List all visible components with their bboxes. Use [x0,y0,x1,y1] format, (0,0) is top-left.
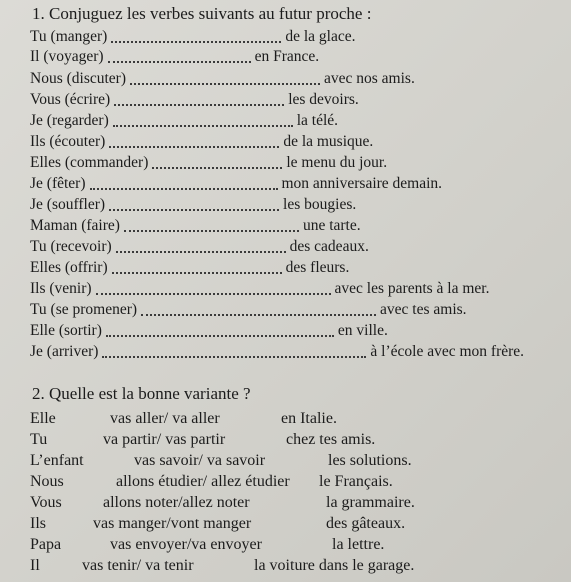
answer-blank [152,166,282,169]
sentence-ending: en France. [254,48,320,65]
exercise-1-line [30,112,338,130]
exercise-1-line [30,301,467,319]
sentence-complement: en Italie. [281,410,337,427]
sentence-ending: la télé. [296,112,339,129]
verb-prompt: Elles (offrir) [30,259,108,276]
variant-options: allons étudier/ allez étudier [116,473,290,490]
sentence-ending: des cadeaux. [289,238,369,255]
verb-prompt: Vous (écrire) [30,91,111,108]
exercise-1-line [30,280,489,298]
verb-prompt: Tu (recevoir) [30,238,112,255]
verb-prompt: Maman (faire) [30,217,120,234]
answer-blank [102,355,366,358]
subject-word: L’enfant [30,452,84,469]
verb-prompt: Tu (manger) [30,28,108,45]
subject-word: Elle [30,410,56,427]
sentence-complement: la lettre. [332,536,385,553]
sentence-ending: le menu du jour. [286,154,388,171]
subject-word: Ils [30,515,46,532]
sentence-complement: chez tes amis. [286,431,376,448]
subject-word: Il [30,557,40,574]
answer-blank [114,103,284,106]
answer-blank [124,229,299,232]
answer-blank [106,334,334,337]
sentence-complement: la voiture dans le garage. [254,557,415,574]
sentence-complement: le Français. [319,473,393,490]
verb-prompt: Je (souffler) [30,196,106,213]
answer-blank [116,250,286,253]
exercise-1-line [30,133,373,151]
answer-blank [109,145,279,148]
answer-blank [111,40,281,43]
answer-blank [141,313,376,316]
sentence-ending: des fleurs. [285,259,350,276]
variant-options: vas manger/vont manger [93,515,252,532]
exercise-1-line [30,217,361,235]
sentence-complement: les solutions. [328,452,412,469]
exercise-1-line [30,259,349,277]
verb-prompt: Il (voyager) [30,48,104,65]
verb-prompt: Nous (discuter) [30,70,126,87]
variant-options: allons noter/allez noter [103,494,250,511]
answer-blank [113,124,293,127]
exercise-1-line [30,28,356,46]
verb-prompt: Ils (écouter) [30,133,106,150]
verb-prompt: Elle (sortir) [30,322,102,339]
exercise-1-line [30,322,388,340]
sentence-ending: avec tes amis. [380,301,467,318]
answer-blank [112,271,282,274]
verb-prompt: Je (fêter) [30,175,86,192]
variant-options: vas savoir/ va savoir [134,452,266,469]
sentence-complement: des gâteaux. [326,515,406,532]
sentence-ending: à l’école avec mon frère. [370,343,525,360]
verb-prompt: Je (regarder) [30,112,109,129]
variant-options: va partir/ vas partir [103,431,226,448]
exercise-1-line [30,196,356,214]
sentence-ending: de la musique. [283,133,374,150]
variant-options: vas aller/ va aller [110,410,220,427]
subject-word: Vous [30,494,62,511]
verb-prompt: Tu (se promener) [30,301,138,318]
exercise-1-line [30,154,387,172]
exercise-1-line [30,48,319,66]
sentence-ending: les bougies. [283,196,357,213]
answer-blank [96,292,331,295]
sentence-ending: avec les parents à la mer. [334,280,490,297]
exercise-1-line [30,70,415,88]
sentence-complement: la grammaire. [326,494,415,511]
sentence-ending: les devoirs. [288,91,359,108]
subject-word: Nous [30,473,64,490]
exercise-1-line [30,175,442,193]
sentence-ending: de la glace. [285,28,356,45]
verb-prompt: Elles (commander) [30,154,149,171]
subject-word: Papa [30,536,62,553]
exercise-1-line [30,91,359,109]
variant-options: vas envoyer/va envoyer [110,536,262,553]
verb-prompt: Je (arriver) [30,343,99,360]
exercise-1-title: 1. Conjuguez les verbes suivants au futur proche : [32,4,372,23]
exercise-1-line [30,238,369,256]
exercise-2-title: 2. Quelle est la bonne variante ? [32,384,251,403]
variant-options: vas tenir/ va tenir [82,557,194,574]
sentence-ending: mon anniversaire demain. [281,175,443,192]
sentence-ending: avec nos amis. [324,70,415,87]
subject-word: Tu [30,431,48,448]
answer-blank [90,187,278,190]
sentence-ending: en ville. [337,322,388,339]
answer-blank [109,208,279,211]
exercise-1-line [30,343,524,361]
sentence-ending: une tarte. [302,217,361,234]
verb-prompt: Ils (venir) [30,280,92,297]
answer-blank [130,82,320,85]
answer-blank [108,60,251,63]
